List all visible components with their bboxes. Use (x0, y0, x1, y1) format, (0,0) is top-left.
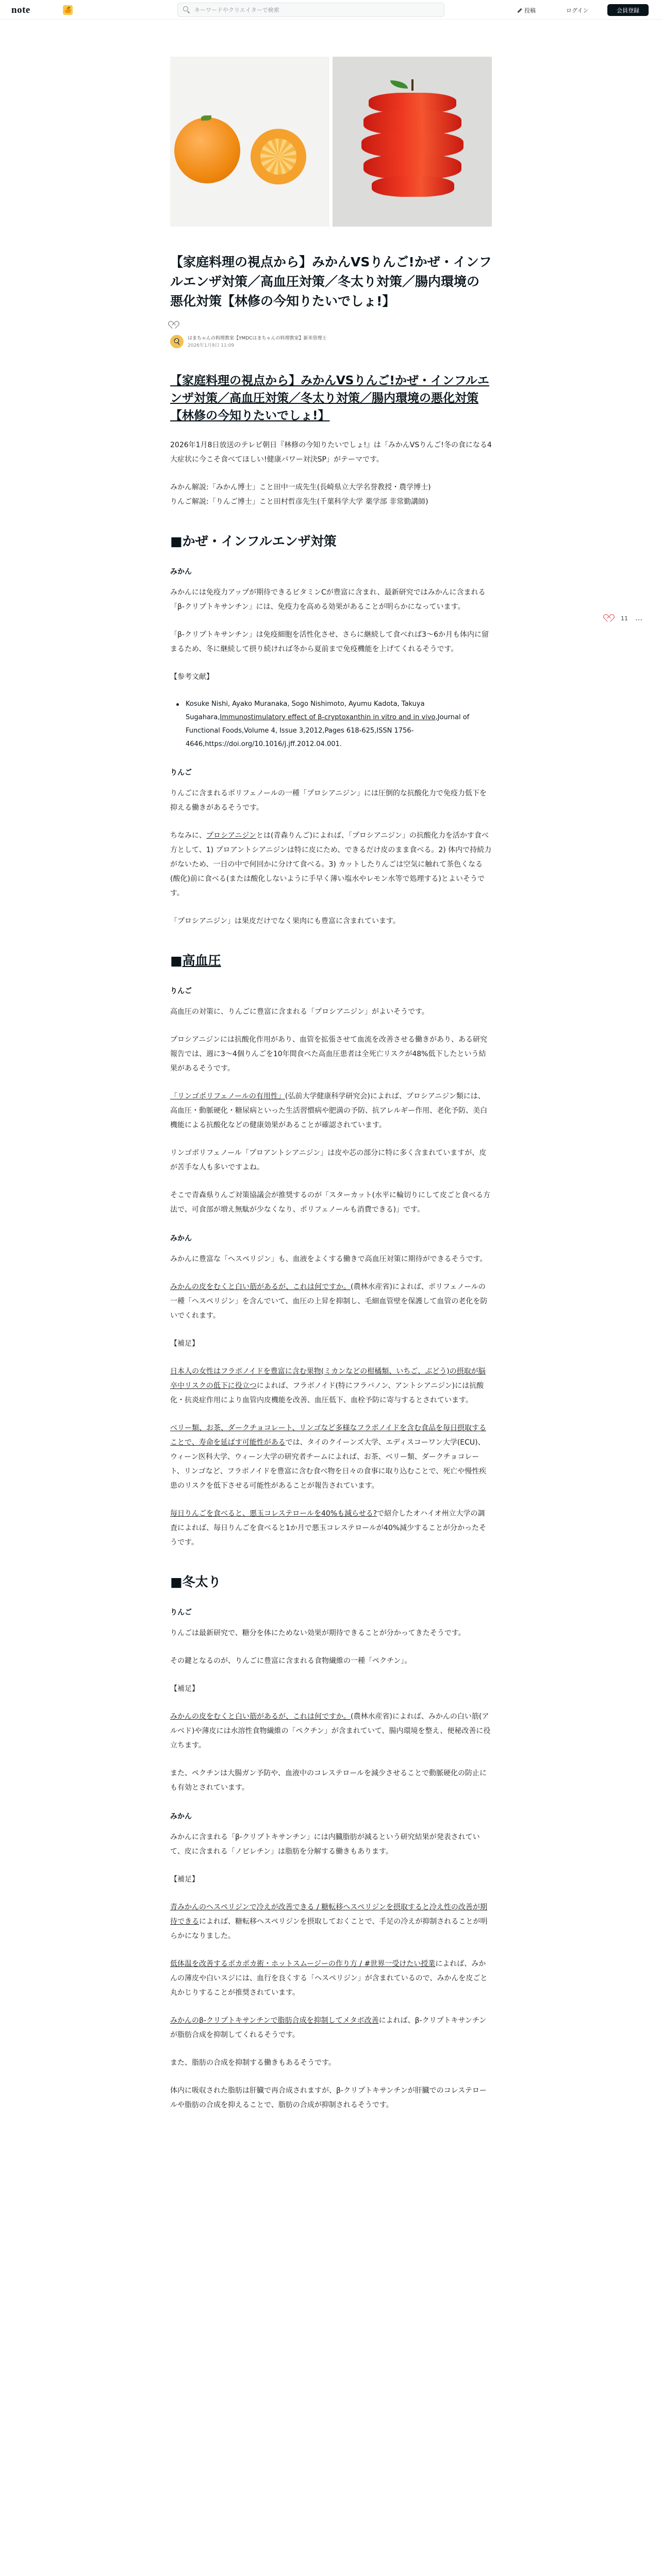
bp-heading-text: 高血圧 (182, 953, 221, 968)
floating-actions (605, 614, 643, 622)
winter-supp-p1 (170, 1709, 492, 1753)
bp-mikan-label: みかん (170, 1234, 192, 1243)
bp-ringo-p3-text: (弘前大学健康科学研究会)によれば、プロシアニジン類には、高血圧・動脈硬化・糖尿病といった生活習慣病や肥満の予防、抗アレルギー作用、老化予防、美白機能による抗酸化などの健康効果があることが確認されています。 (170, 1092, 488, 1129)
heart-icon[interactable] (170, 321, 178, 329)
winter-ringo-p2: その鍵となるのが、りんごに豊富に含まれる食物繊維の一種「ペクチン」。 (170, 1657, 412, 1665)
metabo-link[interactable]: みかんのβ-クリプトキサンチンで脂肪合成を抑制してメタボ改善 (170, 2016, 379, 2025)
cold-ringo-p2 (170, 828, 492, 901)
winter-supp2-p1-text: によれば、糖転移ヘスペリジンを摂取しておくことで、手足の冷えが抑制されることが明らかになりました。 (170, 1918, 488, 1940)
apple-slice (361, 132, 464, 158)
section-cold-heading: ■かぜ・インフルエンザ対策 (170, 534, 337, 549)
cold-ringo-p1: りんごに含まれるポリフェノールの一種「プロシアニジン」には圧倒的な抗酸化力で免疫力低下を抑える働きがあるそうです。 (170, 789, 487, 812)
section-bp-heading (170, 952, 492, 970)
bp-ringo-p3 (170, 1089, 492, 1132)
winter-mikan-p3: 体内に吸収された脂肪は肝臓で再合成されますが、β-クリプトキサンチンが肝臓でのコレステロールや脂肪の合成を抑えることで、脂肪の合成が抑制されるそうです。 (170, 2087, 487, 2109)
lead-title: 【家庭料理の視点から】みかんVSりんご!かぜ・インフルエンザ対策／高血圧対策／冬太り対策／腸内環境の悪化対策【林修の今知りたいでしょ!】 (170, 374, 489, 422)
bp-ringo-p2: プロシアニジンには抗酸化作用があり、血管を拡張させて血流を改善させる働きがあり、ある研究報告では、週に3〜4個りんごを10年間食べた高血圧患者は全死亡リスクが48%低下したという結果があるそうです。 (170, 1036, 487, 1073)
author-info (170, 335, 492, 349)
reference-item (170, 698, 492, 751)
hot-smoothie-link[interactable]: 低体温を改善するポカポカ術・ホットスムージーの作り方 / #世界一受けたい授業 (170, 1960, 436, 1968)
bp-mikan-p2-text: (農林水産省)によれば、ポリフェノールの一種「ヘスペリジン」を含んでいて、血圧の上昇を抑制し、毛細血管壁を保護して血管の老化を防いでくれます。 (170, 1283, 488, 1320)
bp-ringo-p1: 高血圧の対策に、りんごに豊富に含まれる「プロシアニジン」がよいそうです。 (170, 1008, 429, 1016)
signup-button[interactable]: 会員登録 (607, 4, 649, 16)
cold-ringo-label: りんご (170, 769, 192, 777)
orange-photo (170, 57, 329, 227)
winter-supp-label: 【補足】 (170, 1685, 199, 1693)
pen-icon (517, 8, 522, 13)
bp-supp-p1-text: によれば、フラボノイド(特にフラバノン、アントシアニジン)には抗酸化・抗炎症作用により血管内皮機能を改善、血圧低下、血栓予防に寄与するとされています。 (170, 1382, 484, 1404)
avatar[interactable]: 🍳 (170, 335, 184, 348)
search-icon (183, 6, 190, 13)
like-heart-icon[interactable] (605, 615, 614, 622)
experts-paragraph-2: りんご解説:「りんご博士」こと田村哲彦先生(千葉科学大学 薬学部 非常勤講師) (170, 498, 428, 506)
winter-supp2-p1 (170, 1900, 492, 1943)
hesperidin-cold-link[interactable]: 青みかんのヘスペリジンで冷えが改善できる / 糖転移ヘスペリジンを摂取すると冷え性の改善が期待できる (170, 1903, 487, 1926)
mikan-badge-icon: 🍊 (63, 5, 73, 15)
bp-supp-p2 (170, 1421, 492, 1493)
publish-date: 2026年1月9日 11:09 (188, 343, 235, 348)
bp-supp-p1 (170, 1364, 492, 1408)
article-body (170, 372, 492, 2112)
intro-paragraph: 2026年1月8日放送のテレビ朝日『林修の今知りたいでしょ!』は「みかんVSりんご!冬の食になる4大症状に今こそ食べてほしい!健康パワー対決SP」がテーマです。 (170, 441, 492, 464)
maff-link[interactable]: みかんの皮をむくと白い筋があるが、これは何ですか。 (170, 1283, 351, 1291)
whole-orange (174, 117, 240, 183)
orange-leaf-icon (201, 115, 211, 121)
ref-journal: ,Journal of Functional Foods,Volume 4, Issue 3,2012,Pages 618-625,ISSN 1756-4646,https://doi.org/10.1016/j.jff.2012.04.001. (186, 714, 470, 748)
bp-heading-mark: ■ (170, 953, 183, 968)
apple-slice (363, 110, 461, 135)
apple-slice (363, 155, 461, 179)
cold-mikan-p1: みかんには免疫力アップが期待できるビタミンCが豊富に含まれ、最新研究ではみかんに含まれる「β-クリプトキサンチン」には、免疫力を高める効果があることが明らかになっています。 (170, 588, 486, 611)
winter-supp2-p3-text: によれば、β-クリプトキサンチンが脂肪合成を抑制してくれるそうです。 (170, 2016, 487, 2039)
apple-slice (372, 176, 454, 197)
like-row (170, 320, 492, 330)
apple-leaf-icon (390, 80, 408, 89)
bp-supp-p3 (170, 1506, 492, 1550)
note-logo[interactable]: note (11, 5, 30, 15)
cold-ref-label: 【参考文献】 (170, 673, 213, 681)
post-button[interactable] (517, 6, 536, 14)
more-options-icon[interactable]: … (635, 614, 643, 622)
winter-mikan-label: みかん (170, 1812, 192, 1821)
flavonoid-lifespan-link[interactable]: ベリー類、お茶、ダークチョコレート、リンゴなど多様なフラボノイドを含む食品を毎日摂取することで、寿命を延ばす可能性がある (170, 1424, 487, 1447)
cold-ringo-p2-text: とは(青森りんご)によれば、「プロシアニジン」の抗酸化力を活かす食べ方として、1) プロアントシアニジンは特に皮にため、できるだけ皮のまま食べる。2) 体内で持続力がないため、一日の中で何回かに分けて食べる。3) カットしたりんごは空気に触れて茶色くなる(酸化)前に食べる(または酸化しないように手早く薄い塩水やレモン水等で処理する)とよいそうです。 (170, 832, 492, 897)
winter-ringo-label: りんご (170, 1608, 192, 1617)
cut-orange (251, 129, 306, 184)
top-header (0, 0, 662, 20)
winter-ringo-p3: また、ペクチンは大腸ガン予防や、血液中のコレステロールを減少させることで動脈硬化の防止にも有効とされています。 (170, 1769, 487, 1792)
cold-ringo-p2-prefix: ちなみに、 (170, 832, 206, 840)
winter-mikan-p1: みかんに含まれる「β-クリプトキサンチン」には内臓脂肪が減るという研究結果が発表されていて、皮に含まれる「ノビレチン」は脂肪を分解する働きもあります。 (170, 1833, 480, 1856)
login-link[interactable]: ログイン (566, 7, 589, 14)
bp-supp-p3-text: で紹介したオハイオ州立大学の調査によれば、毎日りんごを食べると1か月で悪玉コレステロールが40%減少することが分かったそうです。 (170, 1510, 487, 1547)
ref-link[interactable]: Immunostimulatory effect of β-cryptoxanthin in vitro and in vivo (220, 714, 436, 721)
apple-photo (333, 57, 492, 227)
bp-ringo-p4: リンゴポリフェノール「プロアントシアニジン」は皮や芯の部分に特に多く含まれていますが、皮が苦手な人も多いですよね。 (170, 1149, 487, 1172)
article-title: 【家庭料理の視点から】みかんVSりんご!かぜ・インフルエンザ対策／高血圧対策／冬太り対策／腸内環境の悪化対策【林修の今知りたいでしょ!】 (170, 255, 492, 309)
bp-mikan-p2 (170, 1280, 492, 1323)
apple-cholesterol-link[interactable]: 毎日りんごを食べると、悪玉コレステロールを40%も減らせる? (170, 1510, 377, 1518)
winter-supp2-label: 【補足】 (170, 1875, 199, 1884)
like-count: 11 (621, 615, 628, 622)
section-winter-heading: ■冬太り (170, 1574, 221, 1589)
search-box[interactable] (177, 3, 444, 17)
cold-mikan-p2: 「β-クリプトキサンチン」は免疫細胞を活性化させ、さらに継続して食べれば3〜6か月も体内に留まるため、冬に継続して摂り続ければ冬から夏前まで免疫機能を上げてくれるそうです。 (170, 631, 489, 653)
winter-supp-p1-text: (農林水産省)によれば、みかんの白い筋(アルベド)や薄皮には水溶性食物繊維の「ペクチン」が含まれていて、腸内環境を整え、便秘改善に役立ちます。 (170, 1713, 491, 1750)
cold-mikan-label: みかん (170, 568, 192, 576)
experts-paragraph: みかん解説:「みかん博士」こと田中一成先生(長崎県立大学名誉教授・農学博士) (170, 483, 431, 492)
winter-mikan-p2: また、脂肪の合成を抑制する働きもあるそうです。 (170, 2059, 336, 2067)
hero-image (170, 57, 492, 227)
post-label: 投稿 (524, 7, 536, 14)
bp-ringo-label: りんご (170, 987, 192, 995)
winter-supp2-p2 (170, 1957, 492, 2000)
author-name[interactable]: はまちゃんの料理教室【YMDCはまちゃんの料理教室】新米管理士 (188, 336, 327, 341)
maff-pectin-link[interactable]: みかんの皮をむくと白い筋があるが、これは何ですか。 (170, 1713, 351, 1721)
cold-ringo-p3: 「プロシアニジン」は果皮だけでなく果肉にも豊富に含まれています。 (170, 917, 400, 925)
bp-mikan-p1: みかんに豊富な「ヘスペリジン」も、血液をよくする働きで高血圧対策に期待ができるそうです。 (170, 1255, 487, 1263)
winter-supp2-p2-text: によれば、みかんの薄皮や白いスジには、血行を良くする「ヘスペリジン」が含まれているので、みかんを皮ごと丸かじりすることが推奨されています。 (170, 1960, 488, 1997)
winter-supp2-p3 (170, 2013, 492, 2042)
flavonoid-stroke-link[interactable]: 日本人の女性はフラボノイドを豊富に含む果物(ミカンなどの柑橘類、いちご、ぶどう)の摂取が脳卒中リスクの低下に役立つ (170, 1367, 486, 1390)
bp-ringo-p5: そこで青森県りんご対策協議会が推奨するのが「スターカット(水平に輪切りにして皮ごと食べる方法で、可食部が増え無駄が少なくなり、ポリフェノールも消費できる)」です。 (170, 1191, 491, 1214)
search-input[interactable] (194, 7, 432, 13)
article (170, 57, 492, 2112)
winter-ringo-p1: りんごは最新研究で、糖分を体にためない効果が期待できることが分かってきたそうです。 (170, 1629, 466, 1637)
ref-authors: Kosuke Nishi, Ayako Muranaka, Sogo Nishimoto, Ayumu Kadota, Takuya Sugahara, (186, 700, 425, 721)
apple-polyphenol-link[interactable]: 「リンゴポリフェノールの有用性」 (170, 1092, 285, 1100)
apple-stem-icon (411, 79, 413, 91)
bp-supp-p2-text: では、タイのクイーンズ大学、エディスコーワン大学(ECU)、ウィーン医科大学、ウィーン大学の研究者チームによれば、お茶、ベリー類、ダークチョコレート、リンゴなど、フラボノイドを豊富に含む食べ物を日々の食事に取り込むことで、死亡や慢性疾患のリスクを低下させる可能性があることが報告されています。 (170, 1438, 487, 1490)
procyanidin-link[interactable]: プロシアニジン (206, 832, 256, 840)
bp-supp-label: 【補足】 (170, 1340, 199, 1348)
